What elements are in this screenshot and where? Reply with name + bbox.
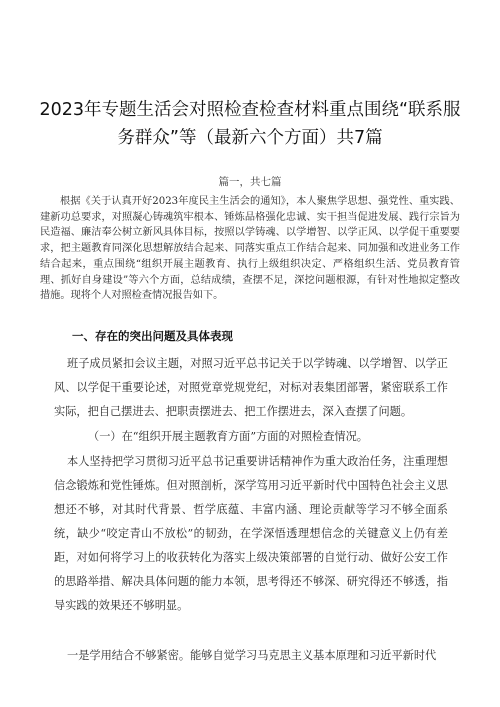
body-paragraph-4: 本人坚持把学习贯彻习近平总书记重要讲话精神作为重大政治任务，注重理想信念锻炼和党性锤炼。但对照剖析，深学笃用习近平新时代中国特色社会主义思想还不够，对其时代背景、哲学底蕴、丰富内涵、理论贡献等学习不够全面系统，缺少“咬定青山不放松”的韧劲，在学深悟透理想信念的关键意义上仍有差距，对如何将学习上的收获转化为落实上级决策部署的自觉行动、做好公安工作的思路举措、解决具体问题的能力本领，思考得还不够深、研究得还不够透，指导实践的效果还不够明显。: [54, 455, 448, 612]
document-title-line-2: 务群众”等（最新六个方面）共7篇: [117, 128, 383, 148]
body-paragraph-5: 一是学用结合不够紧密。能够自觉学习马克思主义基本原理和习近平新时代: [67, 649, 437, 662]
document-subtitle: 篇一，共七篇: [218, 176, 282, 188]
document-title-line-1: 2023年专题生活会对照检查检查材料重点围绕“联系服: [39, 100, 461, 120]
section-heading: 一、存在的突出问题及具体表现: [72, 329, 233, 343]
intro-paragraph: 根据《关于认真开好2023年度民主生活会的通知》，本人聚焦学思想、强党性、重实践、建新功总要求，对照凝心铸魂筑牢根本、锤炼品格强化忠诚、实干担当促进发展、践行宗旨为民造福、廉洁奉公树立新风具体目标，按照以学铸魂、以学增智、以学正风、以学促干重要要求，把主题教育同深化思想解放结合起来、同落实重点工作结合起来、同加强和改进业务工作结合起来，重点围绕“组织开展主题教育、执行上级组织决定、严格组织生活、党员教育管理、抓好自身建设”等六个方面，总结成绩，查摆不足，深挖问题根源，有针对性地拟定整改措施。现将个人对照检查情况报告如下。: [40, 196, 460, 302]
body-paragraph-2: 班子成员紧扣会议主题，对照习近平总书记关于以学铸魂、以学增智、以学正风、以学促干重要论述，对照党章党规党纪，对标对表集团部署，紧密联系工作实际，把自己摆进去、把职责摆进去、把工作摆进去，深入查摆了问题。: [54, 357, 448, 418]
body-paragraph-3: （一）在“组织开展主题教育方面”方面的对照检查情况。: [88, 430, 368, 443]
